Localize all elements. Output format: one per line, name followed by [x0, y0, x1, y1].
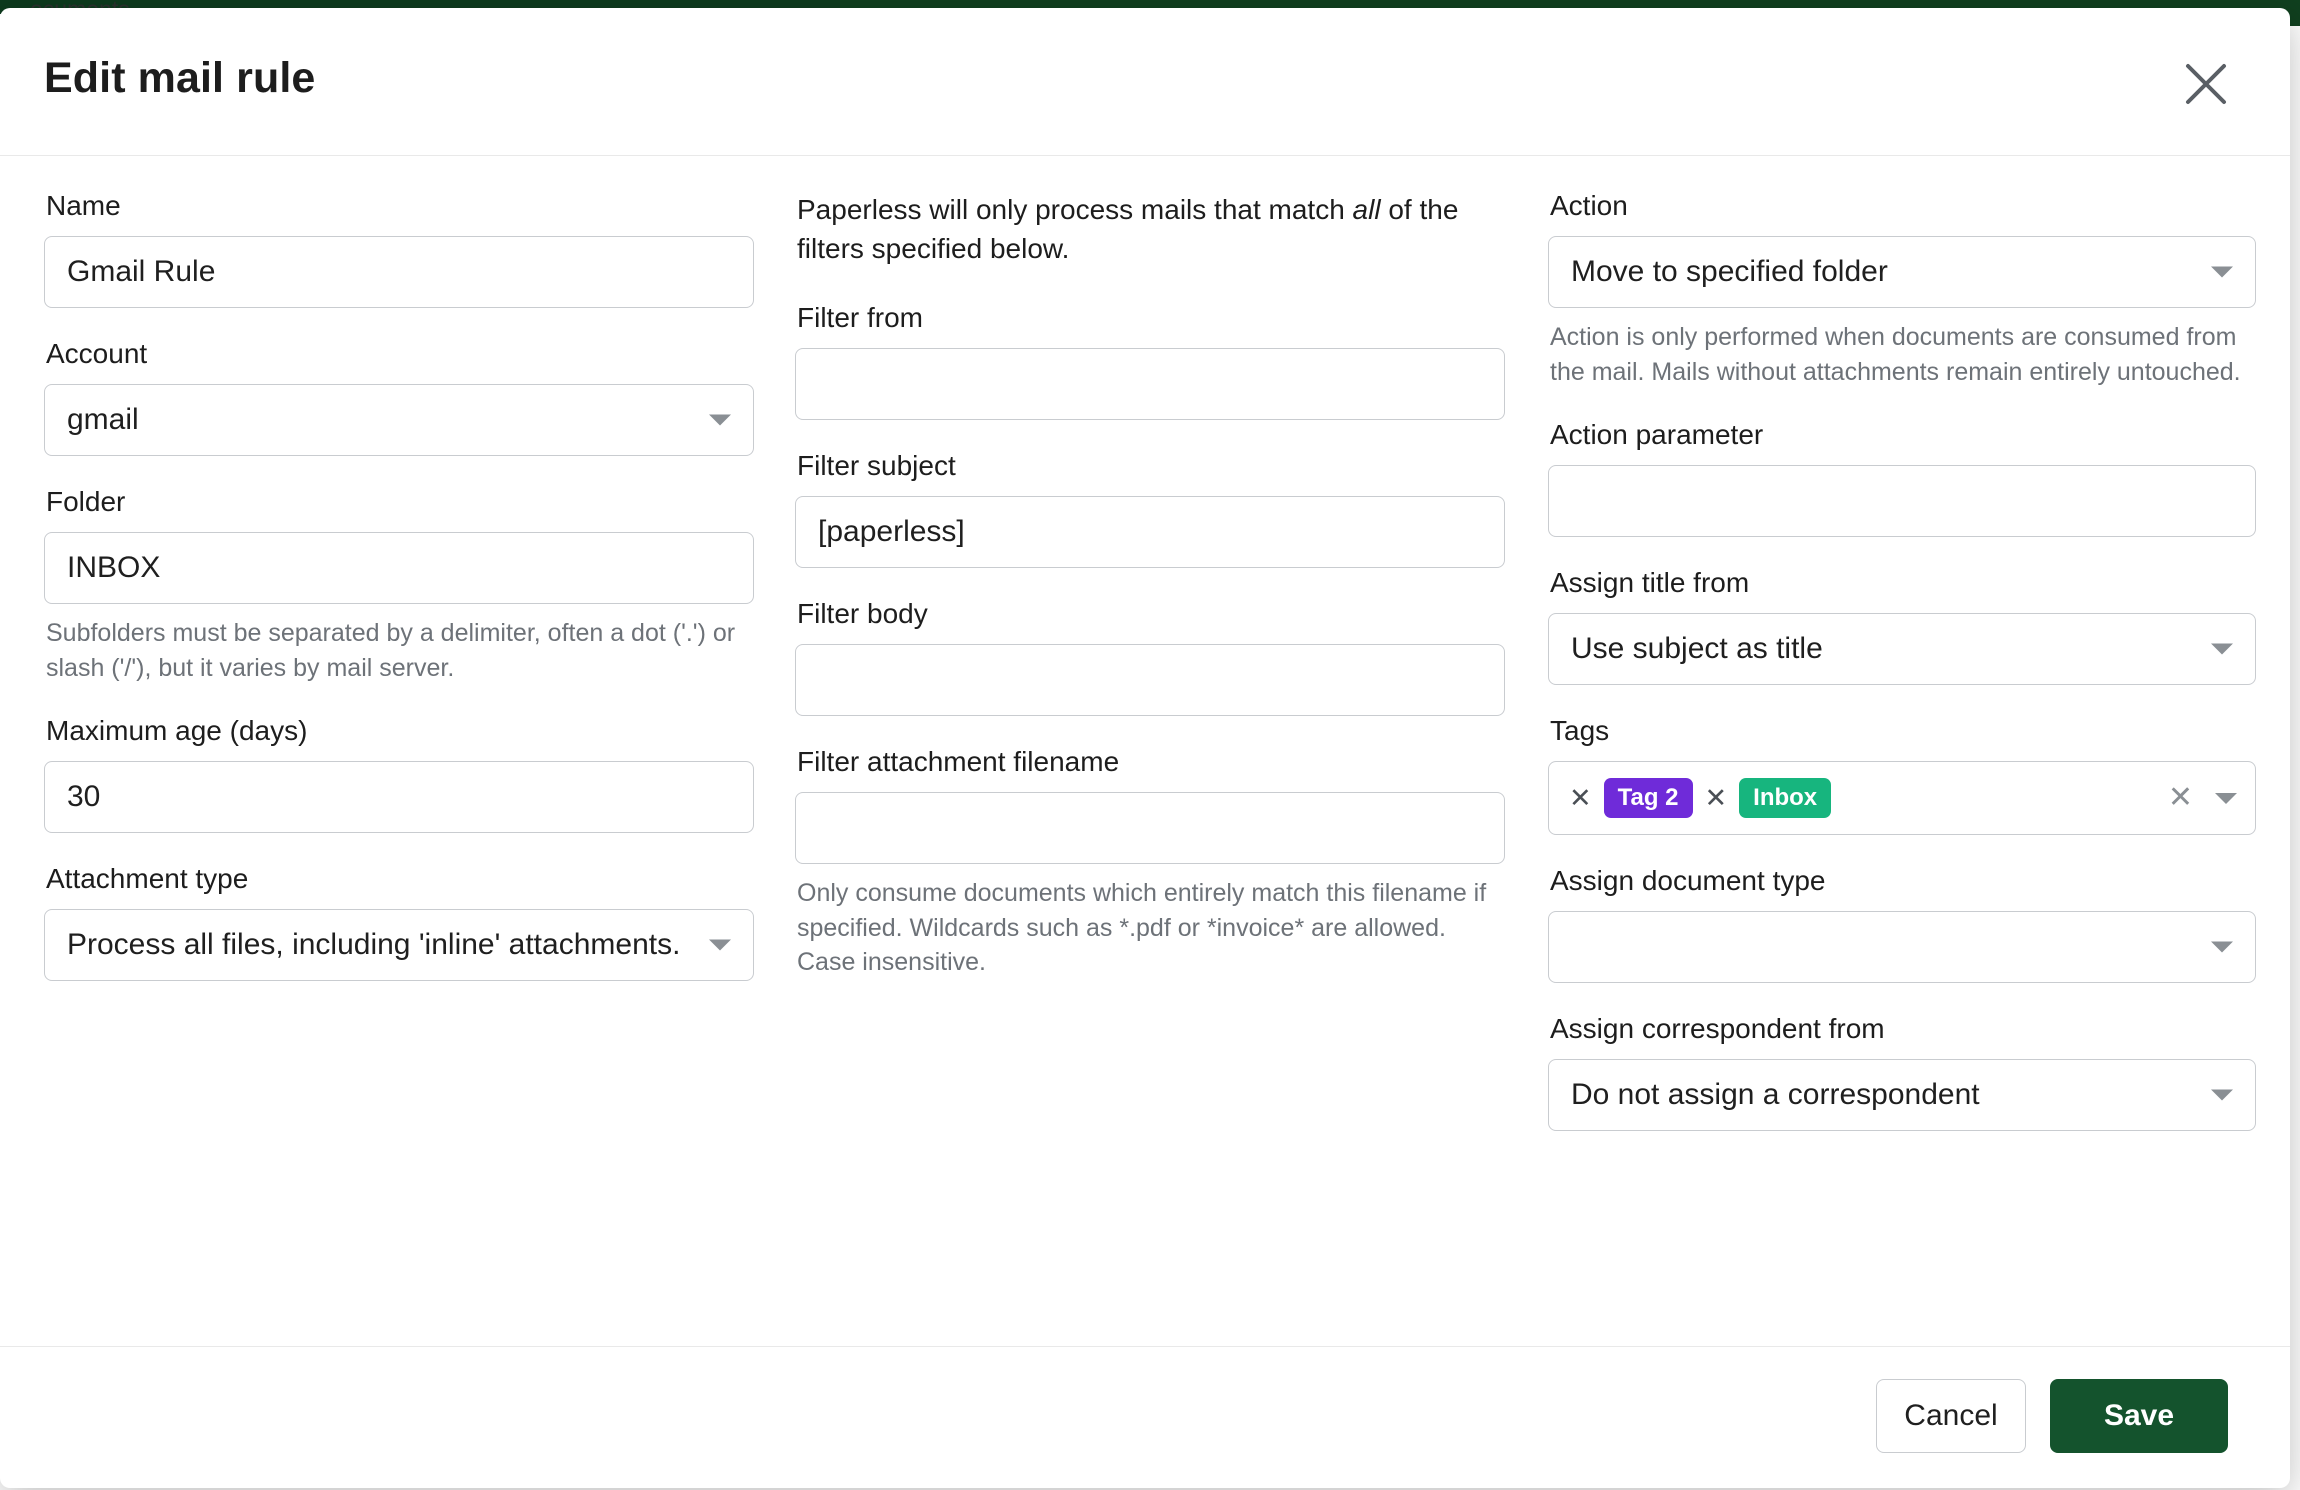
filter-body-label: Filter body	[797, 598, 928, 630]
maximum-age-label: Maximum age (days)	[46, 715, 308, 746]
filter-subject-label: Filter subject	[797, 450, 956, 482]
chevron-down-icon	[2211, 1090, 2233, 1101]
account-label: Account	[46, 338, 148, 369]
filters-intro-emphasis: all	[1352, 194, 1381, 225]
name-input-value: Gmail Rule	[67, 255, 216, 288]
rule-basics-column	[44, 190, 754, 981]
assign-title-from-select[interactable]	[1548, 613, 2256, 685]
account-select[interactable]	[44, 384, 754, 456]
chevron-down-icon	[709, 415, 731, 426]
assign-title-from-label: Assign title from	[1550, 567, 1750, 598]
cancel-button[interactable]: Cancel	[1876, 1379, 2026, 1453]
action-select-value: Move to specified folder	[1571, 255, 1888, 288]
chevron-down-icon	[2211, 644, 2233, 655]
filter-from-input[interactable]	[795, 348, 1505, 420]
tags-select[interactable]	[1548, 761, 2256, 835]
tag-chip[interactable]: Tag 2	[1604, 778, 1693, 818]
account-select-value: gmail	[67, 403, 139, 436]
action-select[interactable]	[1548, 236, 2256, 308]
filters-intro-text	[797, 190, 1505, 268]
chevron-down-icon[interactable]	[2215, 793, 2237, 804]
attachment-type-label: Attachment type	[46, 863, 249, 894]
chevron-down-icon	[2211, 942, 2233, 953]
filter-subject-input-value: [paperless]	[818, 515, 965, 549]
filter-from-label: Filter from	[797, 302, 923, 334]
tag-list	[1567, 778, 1831, 818]
dialog-body	[0, 156, 2290, 1346]
folder-input[interactable]	[44, 532, 754, 604]
filter-attachment-help-text: Only consume documents which entirely match this filename if specified. Wildcards such as *.pdf or *invoice* are allowed. Case insensitive.	[797, 879, 1487, 977]
filters-column	[795, 190, 1505, 980]
attachment-type-select[interactable]	[44, 909, 754, 981]
chevron-down-icon	[2211, 267, 2233, 278]
filters-intro-before: Paperless will only process mails that match	[797, 194, 1353, 225]
dialog-header	[0, 8, 2290, 156]
tags-controls	[2168, 783, 2237, 813]
name-label: Name	[46, 190, 121, 221]
assign-correspondent-from-select-value: Do not assign a correspondent	[1571, 1078, 1980, 1111]
tag-chip[interactable]: Inbox	[1739, 778, 1831, 818]
filters-intro-after: of the filters specified below.	[797, 194, 1459, 265]
action-parameter-input[interactable]	[1548, 465, 2256, 537]
dialog-title: Edit mail rule	[44, 54, 316, 102]
remove-tag-icon[interactable]: ✕	[1569, 782, 1592, 813]
assign-document-type-select[interactable]	[1548, 911, 2256, 983]
maximum-age-input[interactable]	[44, 761, 754, 833]
edit-mail-rule-dialog	[0, 8, 2290, 1488]
filter-subject-input[interactable]	[795, 496, 1505, 568]
attachment-type-select-value: Process all files, including 'inline' attachments.	[67, 928, 681, 961]
maximum-age-input-value: 30	[67, 780, 101, 813]
remove-tag-icon[interactable]: ✕	[1704, 782, 1728, 813]
close-icon-glyph	[2180, 58, 2232, 110]
action-parameter-label: Action parameter	[1550, 419, 1764, 450]
name-input[interactable]	[44, 236, 754, 308]
actions-column	[1548, 190, 2256, 1131]
filter-attachment-filename-input[interactable]	[795, 792, 1505, 864]
assign-title-from-select-value: Use subject as title	[1571, 632, 1823, 665]
dialog-footer	[0, 1346, 2290, 1486]
action-label: Action	[1550, 190, 1628, 221]
save-button[interactable]: Save	[2050, 1379, 2228, 1453]
filter-attachment-filename-label: Filter attachment filename	[797, 746, 1120, 778]
close-icon[interactable]	[2180, 58, 2232, 110]
folder-label: Folder	[46, 486, 126, 517]
action-help-text: Action is only performed when documents are consumed from the mail. Mails without attachments remain entirely untouched.	[1550, 323, 2241, 386]
folder-help-text: Subfolders must be separated by a delimiter, often a dot ('.') or slash ('/'), but it varies by mail server.	[46, 619, 736, 682]
chevron-down-icon	[709, 940, 731, 951]
filter-body-input[interactable]	[795, 644, 1505, 716]
assign-correspondent-from-label: Assign correspondent from	[1550, 1013, 1885, 1044]
assign-document-type-label: Assign document type	[1550, 865, 1826, 896]
assign-correspondent-from-select[interactable]	[1548, 1059, 2256, 1131]
tags-label: Tags	[1550, 715, 1610, 746]
clear-all-icon[interactable]: ✕	[2167, 781, 2193, 814]
folder-input-value: INBOX	[67, 551, 161, 584]
